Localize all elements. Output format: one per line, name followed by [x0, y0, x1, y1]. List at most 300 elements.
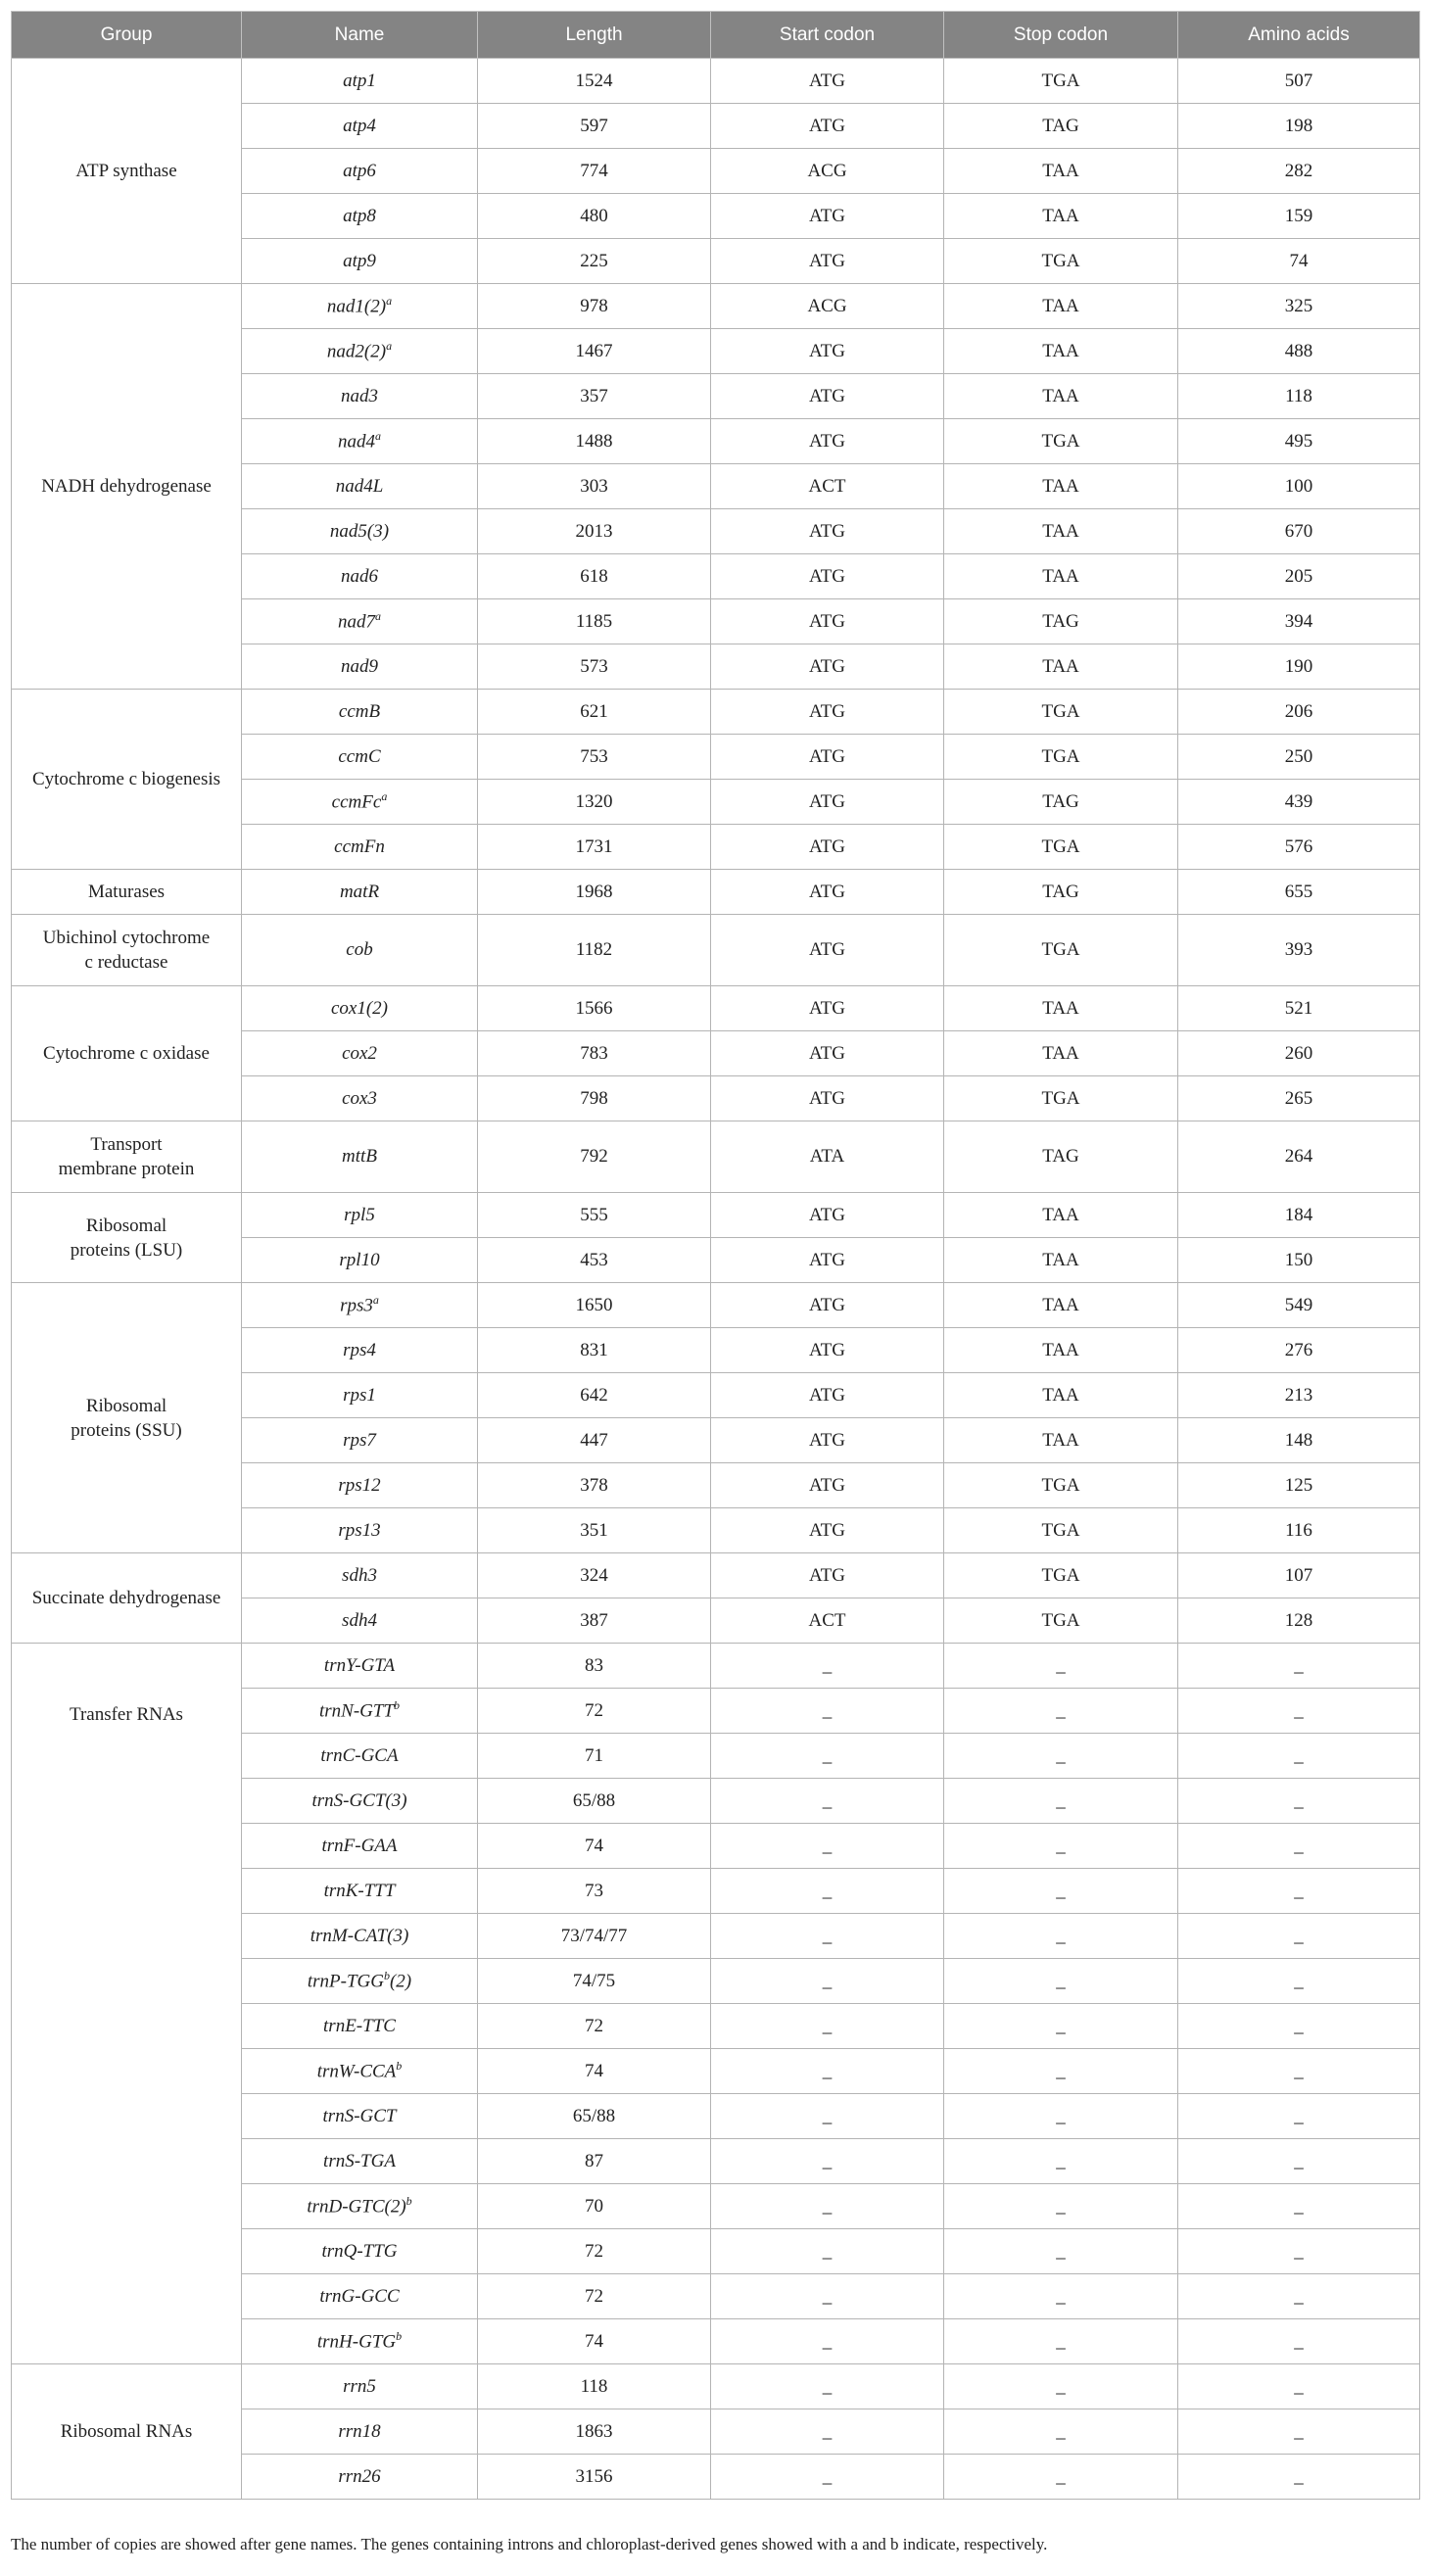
- gene-name: rrn5: [343, 2375, 376, 2397]
- gene-name: trnQ-TTG: [321, 2240, 398, 2262]
- gene-name: nad6: [341, 565, 378, 587]
- length-cell: 798: [478, 1076, 711, 1121]
- amino-acids-cell: _: [1178, 2319, 1420, 2364]
- gene-name-cell: [242, 1779, 478, 1824]
- amino-acids-cell: _: [1178, 2049, 1420, 2094]
- length-cell: 70: [478, 2184, 711, 2229]
- amino-acids-cell: 282: [1178, 149, 1420, 194]
- amino-acids-cell: _: [1178, 2229, 1420, 2274]
- length-cell: 73: [478, 1869, 711, 1914]
- amino-acids-cell: 576: [1178, 825, 1420, 870]
- length-cell: 831: [478, 1328, 711, 1373]
- stop-codon-cell: _: [944, 1869, 1178, 1914]
- table-row: [12, 1193, 1420, 1238]
- stop-codon-cell: TGA: [944, 59, 1178, 104]
- start-codon-cell: _: [711, 1959, 944, 2004]
- stop-codon-cell: TAG: [944, 599, 1178, 644]
- stop-codon-cell: TAA: [944, 1328, 1178, 1373]
- group-cell: [12, 1644, 242, 2364]
- start-codon-cell: _: [711, 2409, 944, 2455]
- start-codon-cell: ATG: [711, 554, 944, 599]
- gene-name-cell: [242, 780, 478, 825]
- table-row: [12, 2364, 1420, 2409]
- gene-name: rrn18: [338, 2420, 381, 2442]
- length-cell: 573: [478, 644, 711, 690]
- amino-acids-cell: 118: [1178, 374, 1420, 419]
- amino-acids-cell: 148: [1178, 1418, 1420, 1463]
- gene-name-cell: [242, 464, 478, 509]
- stop-codon-cell: _: [944, 2184, 1178, 2229]
- group-cell: [12, 690, 242, 870]
- length-cell: 1524: [478, 59, 711, 104]
- amino-acids-cell: 655: [1178, 870, 1420, 915]
- amino-acids-cell: _: [1178, 2274, 1420, 2319]
- group-cell: [12, 986, 242, 1121]
- start-codon-cell: _: [711, 1644, 944, 1689]
- group-cell: [12, 870, 242, 915]
- gene-table-container: [11, 11, 1419, 2500]
- stop-codon-cell: TGA: [944, 690, 1178, 735]
- gene-name-cell: [242, 1598, 478, 1644]
- length-cell: 618: [478, 554, 711, 599]
- stop-codon-cell: TAA: [944, 194, 1178, 239]
- gene-name: nad4: [338, 431, 375, 453]
- gene-name-cell: [242, 1689, 478, 1734]
- start-codon-cell: _: [711, 2229, 944, 2274]
- gene-name-cell: [242, 690, 478, 735]
- gene-name: rrn26: [338, 2465, 381, 2487]
- amino-acids-cell: 260: [1178, 1031, 1420, 1076]
- gene-name-cell: [242, 1121, 478, 1193]
- gene-copy-count: (2): [389, 1971, 412, 1992]
- gene-name: trnC-GCA: [320, 1744, 399, 1766]
- amino-acids-cell: _: [1178, 1779, 1420, 1824]
- group-label: Ribosomal: [85, 1395, 167, 1416]
- stop-codon-cell: TGA: [944, 419, 1178, 464]
- gene-name-cell: [242, 2049, 478, 2094]
- stop-codon-cell: _: [944, 2455, 1178, 2500]
- length-cell: 1968: [478, 870, 711, 915]
- gene-name: trnS-GCT(3): [311, 1789, 407, 1811]
- amino-acids-cell: 128: [1178, 1598, 1420, 1644]
- gene-name: ccmFc: [331, 791, 382, 813]
- table-row: [12, 1283, 1420, 1328]
- group-label: proteins (LSU): [70, 1239, 183, 1261]
- gene-name-cell: [242, 2139, 478, 2184]
- gene-name-cell: [242, 599, 478, 644]
- gene-name-cell: [242, 194, 478, 239]
- gene-name-cell: [242, 2184, 478, 2229]
- group-label: Cytochrome c oxidase: [43, 1043, 210, 1064]
- gene-name: trnW-CCA: [316, 2061, 397, 2082]
- amino-acids-cell: 213: [1178, 1373, 1420, 1418]
- gene-name: atp4: [343, 115, 376, 136]
- length-cell: 1488: [478, 419, 711, 464]
- amino-acids-cell: _: [1178, 2184, 1420, 2229]
- stop-codon-cell: _: [944, 2229, 1178, 2274]
- start-codon-cell: ATG: [711, 59, 944, 104]
- header-amino-acids: Amino acids: [1178, 12, 1420, 59]
- gene-name: rps1: [343, 1384, 376, 1406]
- header-name: Name: [242, 12, 478, 59]
- gene-name-cell: [242, 1031, 478, 1076]
- gene-name-cell: [242, 1076, 478, 1121]
- start-codon-cell: ACG: [711, 284, 944, 329]
- gene-name: nad1(2): [326, 296, 387, 317]
- group-label: Ribosomal RNAs: [60, 2421, 193, 2442]
- start-codon-cell: ATG: [711, 690, 944, 735]
- gene-note-marker: a: [386, 339, 393, 354]
- gene-name: rpl5: [344, 1204, 375, 1225]
- gene-name: trnY-GTA: [323, 1654, 396, 1676]
- gene-name: trnN-GTT: [318, 1700, 395, 1722]
- start-codon-cell: ATG: [711, 374, 944, 419]
- gene-note-marker: b: [383, 1969, 390, 1983]
- gene-name-cell: [242, 735, 478, 780]
- stop-codon-cell: _: [944, 1959, 1178, 2004]
- length-cell: 74: [478, 2319, 711, 2364]
- gene-name: trnS-TGA: [323, 2150, 396, 2171]
- amino-acids-cell: 393: [1178, 915, 1420, 986]
- start-codon-cell: _: [711, 1689, 944, 1734]
- gene-name-cell: [242, 419, 478, 464]
- gene-name: trnM-CAT(3): [310, 1925, 409, 1946]
- gene-name: cox2: [342, 1042, 377, 1064]
- group-label: proteins (SSU): [71, 1419, 182, 1441]
- amino-acids-cell: 521: [1178, 986, 1420, 1031]
- stop-codon-cell: TGA: [944, 915, 1178, 986]
- stop-codon-cell: TGA: [944, 239, 1178, 284]
- table-footnote: The number of copies are showed after gene names. The genes containing introns and chloroplast-derived genes showed with a and b indicate, respectively.: [11, 2535, 1048, 2553]
- length-cell: 978: [478, 284, 711, 329]
- amino-acids-cell: _: [1178, 1824, 1420, 1869]
- stop-codon-cell: TAA: [944, 149, 1178, 194]
- gene-name: cob: [346, 939, 373, 960]
- amino-acids-cell: _: [1178, 1689, 1420, 1734]
- length-cell: 1182: [478, 915, 711, 986]
- start-codon-cell: ATG: [711, 104, 944, 149]
- stop-codon-cell: TAA: [944, 644, 1178, 690]
- gene-name-cell: [242, 644, 478, 690]
- amino-acids-cell: 488: [1178, 329, 1420, 374]
- amino-acids-cell: 205: [1178, 554, 1420, 599]
- length-cell: 118: [478, 2364, 711, 2409]
- length-cell: 72: [478, 1689, 711, 1734]
- length-cell: 324: [478, 1553, 711, 1598]
- start-codon-cell: ATG: [711, 1328, 944, 1373]
- gene-name-cell: [242, 374, 478, 419]
- table-row: [12, 1121, 1420, 1193]
- length-cell: 453: [478, 1238, 711, 1283]
- gene-name: rpl10: [339, 1249, 380, 1270]
- stop-codon-cell: _: [944, 1689, 1178, 1734]
- group-label: Maturases: [87, 882, 166, 902]
- gene-name: rps4: [343, 1339, 376, 1360]
- amino-acids-cell: 394: [1178, 599, 1420, 644]
- start-codon-cell: _: [711, 1824, 944, 1869]
- gene-name: nad2(2): [326, 341, 387, 362]
- start-codon-cell: _: [711, 2184, 944, 2229]
- start-codon-cell: _: [711, 1734, 944, 1779]
- gene-name: rps12: [338, 1474, 381, 1496]
- stop-codon-cell: TGA: [944, 1508, 1178, 1553]
- amino-acids-cell: _: [1178, 1959, 1420, 2004]
- amino-acids-cell: 159: [1178, 194, 1420, 239]
- amino-acids-cell: 107: [1178, 1553, 1420, 1598]
- stop-codon-cell: TAA: [944, 554, 1178, 599]
- group-label: NADH dehydrogenase: [41, 476, 212, 497]
- gene-name-cell: [242, 554, 478, 599]
- stop-codon-cell: TAG: [944, 870, 1178, 915]
- length-cell: 72: [478, 2004, 711, 2049]
- start-codon-cell: ATG: [711, 1076, 944, 1121]
- start-codon-cell: ATG: [711, 239, 944, 284]
- length-cell: 72: [478, 2229, 711, 2274]
- stop-codon-cell: _: [944, 1734, 1178, 1779]
- gene-name: trnE-TTC: [323, 2015, 396, 2036]
- stop-codon-cell: TAA: [944, 284, 1178, 329]
- group-label: Transfer RNAs: [70, 1704, 183, 1725]
- length-cell: 71: [478, 1734, 711, 1779]
- gene-name-cell: [242, 1734, 478, 1779]
- group-label: Ubichinol cytochrome: [42, 928, 211, 948]
- gene-name: mttB: [342, 1146, 377, 1167]
- group-label: c reductase: [84, 952, 168, 973]
- amino-acids-cell: 250: [1178, 735, 1420, 780]
- amino-acids-cell: 670: [1178, 509, 1420, 554]
- length-cell: 73/74/77: [478, 1914, 711, 1959]
- start-codon-cell: ATG: [711, 644, 944, 690]
- length-cell: 74/75: [478, 1959, 711, 2004]
- amino-acids-cell: 150: [1178, 1238, 1420, 1283]
- group-label: Cytochrome c biogenesis: [31, 769, 221, 789]
- gene-note-marker: b: [394, 1698, 401, 1713]
- group-cell: [12, 1193, 242, 1283]
- stop-codon-cell: _: [944, 2094, 1178, 2139]
- start-codon-cell: ATG: [711, 1193, 944, 1238]
- length-cell: 480: [478, 194, 711, 239]
- start-codon-cell: ATG: [711, 780, 944, 825]
- table-row: [12, 986, 1420, 1031]
- start-codon-cell: ACT: [711, 464, 944, 509]
- amino-acids-cell: 100: [1178, 464, 1420, 509]
- stop-codon-cell: TAA: [944, 509, 1178, 554]
- table-body: [12, 59, 1420, 2500]
- gene-name: nad9: [341, 655, 378, 677]
- gene-name-cell: [242, 2094, 478, 2139]
- gene-name-cell: [242, 1238, 478, 1283]
- group-label: Ribosomal: [85, 1215, 167, 1236]
- start-codon-cell: ATA: [711, 1121, 944, 1193]
- gene-name-cell: [242, 1869, 478, 1914]
- gene-name-cell: [242, 2455, 478, 2500]
- header-row: [12, 12, 1420, 59]
- amino-acids-cell: 116: [1178, 1508, 1420, 1553]
- length-cell: 387: [478, 1598, 711, 1644]
- gene-name: ccmC: [338, 745, 381, 767]
- stop-codon-cell: TGA: [944, 1076, 1178, 1121]
- amino-acids-cell: _: [1178, 2094, 1420, 2139]
- stop-codon-cell: _: [944, 2364, 1178, 2409]
- table-header: [12, 12, 1420, 59]
- gene-name-cell: [242, 1418, 478, 1463]
- length-cell: 1731: [478, 825, 711, 870]
- gene-name-cell: [242, 2004, 478, 2049]
- gene-name: trnH-GTG: [316, 2331, 397, 2353]
- amino-acids-cell: 206: [1178, 690, 1420, 735]
- amino-acids-cell: 265: [1178, 1076, 1420, 1121]
- start-codon-cell: _: [711, 1869, 944, 1914]
- length-cell: 447: [478, 1418, 711, 1463]
- gene-name-cell: [242, 1283, 478, 1328]
- amino-acids-cell: 74: [1178, 239, 1420, 284]
- amino-acids-cell: 325: [1178, 284, 1420, 329]
- header-stop-codon: Stop codon: [944, 12, 1178, 59]
- header-group: Group: [12, 12, 242, 59]
- stop-codon-cell: TGA: [944, 1598, 1178, 1644]
- gene-name-cell: [242, 870, 478, 915]
- gene-note-marker: b: [396, 2059, 403, 2074]
- gene-name: atp9: [343, 250, 376, 271]
- start-codon-cell: ATG: [711, 870, 944, 915]
- start-codon-cell: ATG: [711, 509, 944, 554]
- stop-codon-cell: TAA: [944, 374, 1178, 419]
- amino-acids-cell: 495: [1178, 419, 1420, 464]
- gene-name-cell: [242, 149, 478, 194]
- gene-name: matR: [339, 881, 380, 902]
- start-codon-cell: _: [711, 2274, 944, 2319]
- gene-name-cell: [242, 2364, 478, 2409]
- start-codon-cell: ATG: [711, 194, 944, 239]
- start-codon-cell: ATG: [711, 915, 944, 986]
- length-cell: 3156: [478, 2455, 711, 2500]
- gene-name-cell: [242, 2409, 478, 2455]
- gene-note-marker: a: [381, 789, 388, 804]
- length-cell: 753: [478, 735, 711, 780]
- length-cell: 65/88: [478, 1779, 711, 1824]
- gene-name: rps3: [340, 1295, 373, 1316]
- gene-name-cell: [242, 825, 478, 870]
- gene-name: nad5(3): [329, 520, 390, 542]
- gene-name: sdh4: [342, 1609, 377, 1631]
- start-codon-cell: ATG: [711, 1463, 944, 1508]
- length-cell: 1320: [478, 780, 711, 825]
- gene-note-marker: b: [405, 2194, 412, 2209]
- length-cell: 1863: [478, 2409, 711, 2455]
- start-codon-cell: ACG: [711, 149, 944, 194]
- group-cell: [12, 1283, 242, 1553]
- length-cell: 1467: [478, 329, 711, 374]
- start-codon-cell: _: [711, 2004, 944, 2049]
- stop-codon-cell: _: [944, 1824, 1178, 1869]
- amino-acids-cell: 507: [1178, 59, 1420, 104]
- header-length: Length: [478, 12, 711, 59]
- gene-name-cell: [242, 1553, 478, 1598]
- length-cell: 225: [478, 239, 711, 284]
- gene-name-cell: [242, 1644, 478, 1689]
- header-start-codon: Start codon: [711, 12, 944, 59]
- amino-acids-cell: _: [1178, 1914, 1420, 1959]
- amino-acids-cell: _: [1178, 1869, 1420, 1914]
- gene-name-cell: [242, 1824, 478, 1869]
- start-codon-cell: _: [711, 1914, 944, 1959]
- stop-codon-cell: _: [944, 1914, 1178, 1959]
- length-cell: 72: [478, 2274, 711, 2319]
- amino-acids-cell: _: [1178, 2139, 1420, 2184]
- stop-codon-cell: TGA: [944, 1463, 1178, 1508]
- amino-acids-cell: 276: [1178, 1328, 1420, 1373]
- gene-note-marker: a: [386, 294, 393, 309]
- length-cell: 774: [478, 149, 711, 194]
- stop-codon-cell: TAA: [944, 1238, 1178, 1283]
- amino-acids-cell: _: [1178, 2364, 1420, 2409]
- gene-name: nad3: [341, 385, 378, 406]
- stop-codon-cell: _: [944, 2319, 1178, 2364]
- gene-name-cell: [242, 986, 478, 1031]
- gene-name: sdh3: [342, 1564, 377, 1586]
- gene-name: nad7: [338, 611, 375, 633]
- stop-codon-cell: TAG: [944, 780, 1178, 825]
- start-codon-cell: ATG: [711, 986, 944, 1031]
- length-cell: 783: [478, 1031, 711, 1076]
- start-codon-cell: _: [711, 2319, 944, 2364]
- group-cell: [12, 1121, 242, 1193]
- group-cell: [12, 1553, 242, 1644]
- gene-name-cell: [242, 104, 478, 149]
- length-cell: 1185: [478, 599, 711, 644]
- gene-name-cell: [242, 2274, 478, 2319]
- start-codon-cell: _: [711, 2049, 944, 2094]
- gene-name: rps7: [343, 1429, 376, 1451]
- gene-name-cell: [242, 1914, 478, 1959]
- length-cell: 351: [478, 1508, 711, 1553]
- start-codon-cell: _: [711, 2094, 944, 2139]
- start-codon-cell: _: [711, 2364, 944, 2409]
- gene-name: trnF-GAA: [321, 1835, 398, 1856]
- start-codon-cell: ATG: [711, 825, 944, 870]
- length-cell: 65/88: [478, 2094, 711, 2139]
- gene-name-cell: [242, 915, 478, 986]
- start-codon-cell: _: [711, 1779, 944, 1824]
- gene-name: atp1: [343, 70, 376, 91]
- length-cell: 1566: [478, 986, 711, 1031]
- amino-acids-cell: 264: [1178, 1121, 1420, 1193]
- gene-name: trnP-TGG: [307, 1971, 384, 1992]
- length-cell: 1650: [478, 1283, 711, 1328]
- amino-acids-cell: _: [1178, 2455, 1420, 2500]
- gene-table: [11, 11, 1420, 2500]
- gene-note-marker: a: [375, 429, 381, 444]
- gene-name: atp6: [343, 160, 376, 181]
- group-cell: [12, 59, 242, 284]
- group-cell: [12, 915, 242, 986]
- length-cell: 83: [478, 1644, 711, 1689]
- start-codon-cell: ATG: [711, 735, 944, 780]
- amino-acids-cell: _: [1178, 1644, 1420, 1689]
- length-cell: 642: [478, 1373, 711, 1418]
- start-codon-cell: _: [711, 2455, 944, 2500]
- gene-name-cell: [242, 1328, 478, 1373]
- group-cell: [12, 2364, 242, 2500]
- stop-codon-cell: TGA: [944, 735, 1178, 780]
- table-row: [12, 870, 1420, 915]
- length-cell: 792: [478, 1121, 711, 1193]
- start-codon-cell: ATG: [711, 599, 944, 644]
- gene-name: cox3: [342, 1087, 377, 1109]
- gene-note-marker: a: [372, 1293, 379, 1308]
- length-cell: 555: [478, 1193, 711, 1238]
- gene-name: trnS-GCT: [322, 2105, 397, 2126]
